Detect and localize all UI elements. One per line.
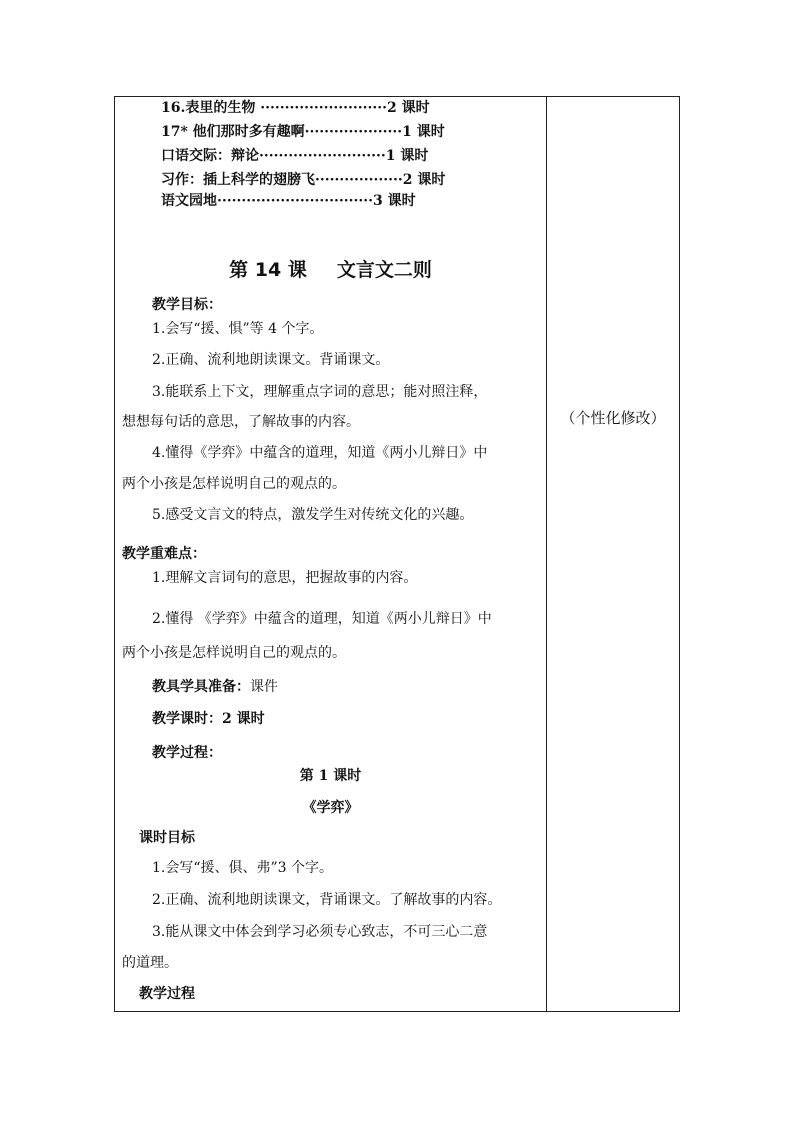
difficulty-item: 两个小孩是怎样说明自己的观点的。 — [122, 645, 346, 661]
schedule-line: 16.表里的生物 ··························2 课时 — [161, 100, 430, 116]
objective-item: 两个小孩是怎样说明自己的观点的。 — [122, 476, 346, 492]
schedule-line: 17* 他们那时多有趣啊····················1 课时 — [161, 124, 445, 140]
objective-item: 5.感受文言文的特点，激发学生对传统文化的兴趣。 — [152, 507, 474, 523]
hours-line — [152, 711, 265, 727]
difficulties-heading: 教学重难点： — [122, 546, 206, 562]
difficulty-item: 1.理解文言词句的意思，把握故事的内容。 — [152, 570, 418, 586]
prep-label: 教具学具准备： — [152, 679, 250, 695]
period-process-heading: 教学过程 — [139, 986, 195, 1002]
side-note: （个性化修改） — [560, 409, 666, 427]
side-notes-cell — [547, 97, 679, 1011]
period-goals-heading: 课时目标 — [139, 830, 195, 846]
objective-item: 想想每句话的意思，了解故事的内容。 — [122, 414, 360, 430]
lesson-number: 第 14 课 — [229, 259, 307, 281]
period-goal-item: 1.会写“援、俱、弗”3 个字。 — [152, 860, 334, 876]
lesson-title — [115, 258, 546, 282]
period-title: 第 1 课时 — [299, 768, 362, 784]
hours-value: 2 课时 — [222, 711, 265, 727]
prep-value: 课件 — [250, 679, 278, 695]
prep-line — [152, 679, 278, 695]
objective-item: 2.正确、流利地朗读课文。背诵课文。 — [152, 352, 390, 368]
schedule-line: 口语交际：辩论··························1 课时 — [161, 148, 429, 164]
objective-item: 1.会写“援、惧”等 4 个字。 — [152, 321, 324, 337]
main-content-cell — [115, 97, 546, 1011]
lesson-name: 文言文二则 — [336, 259, 432, 281]
hours-label: 教学课时： — [152, 711, 222, 727]
difficulty-item: 2.懂得 《学弈》中蕴含的道理，知道《两小儿辩日》中 — [152, 611, 492, 627]
schedule-line: 习作：插上科学的翅膀飞··················2 课时 — [161, 172, 446, 188]
schedule-line: 语文园地································3 课时 — [161, 193, 416, 209]
objective-item: 4.懂得《学弈》中蕴含的道理，知道《两小儿辩日》中 — [152, 445, 488, 461]
period-goal-item: 的道理。 — [122, 955, 178, 971]
period-goal-item: 2.正确、流利地朗读课文，背诵课文。了解故事的内容。 — [152, 892, 502, 908]
objective-item: 3.能联系上下文，理解重点字词的意思；能对照注释， — [152, 384, 488, 400]
period-goal-item: 3.能从课文中体会到学习必须专心致志，不可三心二意 — [152, 924, 488, 940]
period-text-title: 《学弈》 — [302, 800, 359, 816]
objectives-heading: 教学目标： — [152, 297, 222, 313]
process-heading: 教学过程： — [152, 745, 222, 761]
lesson-plan-table — [114, 96, 680, 1012]
